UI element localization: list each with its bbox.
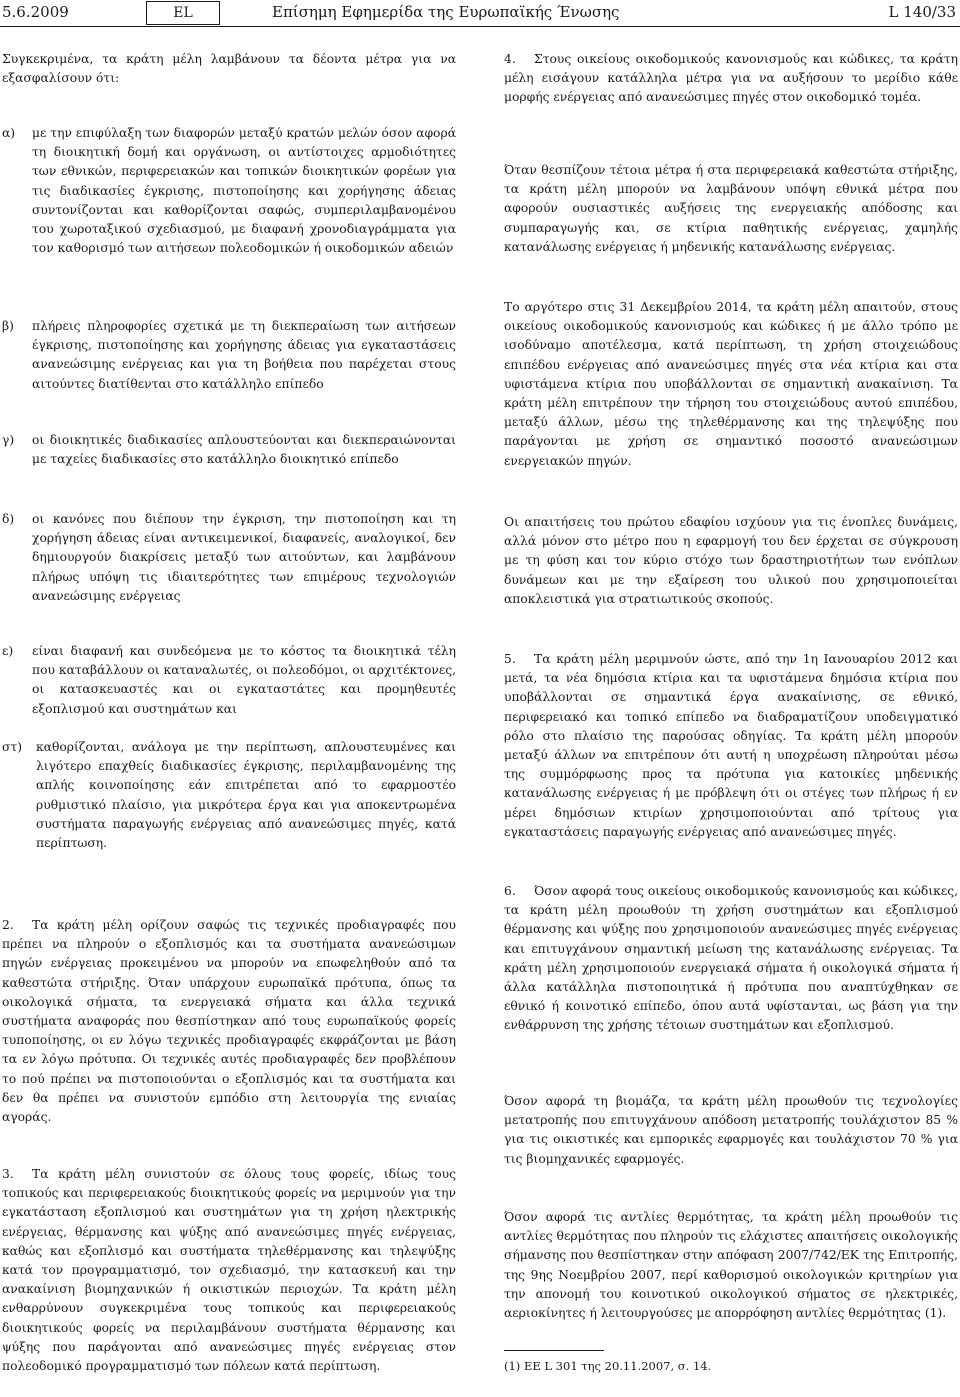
list-marker: στ) [2,740,22,754]
publication-date: 5.6.2009 [2,3,69,21]
list-text: είναι διαφανή και συνδεόμενα με το κόστος τα διοικητικά τέλη που καταβάλλουν οι καταναλωτές, οι πολεοδόμοι, οι αρχιτέκτονες, οι κατασκευαστές και οι εγκαταστάτες και προμηθευτές εξοπλισμού και συστημάτων και [32,644,456,716]
footnote-rule [504,1350,604,1351]
list-marker: β) [2,319,14,333]
list-item-c [2,431,456,469]
paragraph-5 [504,650,958,842]
list-text: με την επιφύλαξη των διαφορών μεταξύ κρατών μελών όσον αφορά τη διοικητική δομή και οργάνωση, οι αντίστοιχες αρμοδιότητες των εθνικών, περιφερειακών και τοπικών διοικητικών φορέων για τις διαδικασίες έγκρισης, πιστοποίησης και χορήγησης άδειας συντονίζονται και καθορίζονται σαφώς, συμπεριλαμβανομένου του χωροταξικού σχεδιασμού, με διαφανή χρονοδιαγράμματα για τον καθορισμό των αιτήσεων πολεοδομικών ή οικοδομικών αδειών [32,126,456,256]
list-marker: ε) [2,644,14,658]
page-header [0,0,960,28]
list-item-b [2,317,456,394]
paragraph-text: Τα κράτη μέλη ορίζουν σαφώς τις τεχνικές προδιαγραφές που πρέπει να πληρούν ο εξοπλισμός και τα συστήματα ανανεώσιμων πηγών ενέργειας προκειμένου να μπορούν να επωφεληθούν από τα καθεστώτα στήριξης. Όταν υπάρχουν ευρωπαϊκά πρότυπα, όπως τα οικολογικά σήματα, τα ενεργειακά σήματα και άλλα τεχνικά συστήματα αναφοράς που θεσπίστηκαν από τους ευρωπαϊκούς φορείς τυποποίησης, οι εν λόγω τεχνικές προδιαγραφές εκφράζονται με βάση τα εν λόγω πρότυπα. Οι τεχνικές αυτές προδιαγραφές δεν προβλέπουν το πού πρέπει να πιστοποιούνται ο εξοπλισμός και τα συστήματα και δεν θα πρέπει να συνιστούν εμπόδιο στη λειτουργία της ενιαίας αγοράς. [2,918,456,1125]
paragraph-6-subpara-2: Όσον αφορά τη βιομάζα, τα κράτη μέλη προωθούν τις τεχνολογίες μετατροπής που επιτυγχάνουν απόδοση μετατροπής τουλάχιστον 85 % για τις οικιστικές και εμπορικές εφαρμογές και τουλάχιστον 70 % για τις βιομηχανικές εφαρμογές. [504,1094,958,1166]
list-marker: δ) [2,512,15,526]
paragraph-6 [504,882,958,1036]
paragraph-2 [2,916,456,1127]
footnote-reference[interactable]: (1) [924,1306,943,1321]
paragraph-text: Στους οικείους οικοδομικούς κανονισμούς και κώδικες, τα κράτη μέλη εισάγουν κατάλληλα μέτρα για να αυξήσουν το μερίδιο κάθε μορφής ενέργειας από ανανεώσιμες πηγές στον οικοδομικό τομέα. [504,52,958,105]
paragraph-text: Τα κράτη μέλη μεριμνούν ώστε, από την 1η Ιανουαρίου 2012 και μετά, τα νέα δημόσια κτίρια και τα υφιστάμενα δημόσια κτίρια που υποβάλλονται σε σημαντικά έργα ανακαίνισης, σε εθνικό, περιφερειακό και τοπικό επίπεδο να διαδραματίζουν υποδειγματικό ρόλο στο πλαίσιο της παρούσας οδηγίας. Τα κράτη μέλη μπορούν μεταξύ άλλων να επιτρέπουν ότι αυτή η υποχρέωση πληρούται μέσω της συμμόρφωσης προς τα πρότυπα για κατοικίες μηδενικής κατανάλωσης ενέργειας ή με πρόβλεψη ότι οι στέγες των πλήρως ή εν μέρει δημόσιων κτιρίων χρησιμοποιούνται από τρίτους για εγκαταστάσεις παραγωγής ενέργειας από ανανεώσιμες πηγές. [504,652,958,839]
paragraph-4-subpara-2: Όταν θεσπίζουν τέτοια μέτρα ή στα περιφερειακά καθεστώτα στήριξης, τα κράτη μέλη μπορούν να λαμβάνουν υπόψη εθνικά μέτρα που αφορούν ουσιαστικές αυξήσεις της ενεργειακής απόδοσης και συμπαραγωγής και, σε κτίρια παθητικής ενέργειας, χαμηλής κατανάλωσης ενέργειας ή μηδενικής κατανάλωσης ενέργειας. [504,163,958,254]
paragraph-number: 5. [504,652,516,666]
paragraph-number: 6. [504,884,516,898]
footnote: (1) ΕΕ L 301 της 20.11.2007, σ. 14. [504,1359,712,1373]
paragraph-4 [504,50,958,108]
paragraph-text: Τα κράτη μέλη συνιστούν σε όλους τους φορείς, ιδίως τους τοπικούς και περιφερειακούς διοικητικούς φορείς να μεριμνούν για την εγκατάσταση εξοπλισμού και συστημάτων για τη χρήση ηλεκτρικής ενέργειας, θέρμανσης και ψύξης από ανανεώσιμες πηγές ενέργειας, καθώς και εξοπλισμό και συστήματα τηλεθέρμανσης και τηλεψύξης κατά τον προγραμματισμό, τον σχεδιασμό, την κατασκευή και την ανακαίνιση βιομηχανικών ή οικιστικών περιοχών. Τα κράτη μέλη ενθαρρύνουν συγκεκριμένα τους τοπικούς και περιφερειακούς διοικητικούς φορείς να περιλαμβάνουν συστήματα θέρμανσης και ψύξης που παράγονται από ανανεώσιμες πηγές ενέργειας στον πολεοδομικό προγραμματισμό των πόλεων κατά περίπτωση. [2,1167,456,1374]
paragraph-text: Όσον αφορά τους οικείους οικοδομικούς κανονισμούς και κώδικες, τα κράτη μέλη προωθούν τη χρήση συστημάτων και εξοπλισμού θέρμανσης και ψύξης που χρησιμοποιούν ανανεώσιμες πηγές ενέργειας και επιτυγχάνουν σημαντική μείωση της κατανάλωσης ενέργειας. Τα κράτη μέλη χρησιμοποιούν ενεργειακά σήματα ή οικολογικά σήματα ή άλλα κατάλληλα πιστοποιητικά ή πρότυπα που αναπτύχθηκαν σε εθνικό ή κοινοτικό επίπεδο, όπου αυτά υφίστανται, ως βάση για την ενθάρρυνση της χρήσης τέτοιων συστημάτων και εξοπλισμού. [504,884,958,1033]
sentence-end: . [942,1306,947,1321]
list-text: πλήρεις πληροφορίες σχετικά με τη διεκπεραίωση των αιτήσεων έγκρισης, πιστοποίησης και χορήγησης άδειας για εγκαταστάσεις ανανεώσιμης ενέργειας και για τη βοήθεια που παρέχεται στους αιτούντες διατίθενται στο κατάλληλο επίπεδο [32,319,456,391]
paragraph-text: Όσον αφορά τις αντλίες θερμότητας, τα κράτη μέλη προωθούν τις αντλίες θερμότητας που πληρούν τις ελάχιστες απαιτήσεις οικολογικής σήμανσης που θεσπίστηκαν στην απόφαση 2007/742/ΕΚ της Επιτροπής, της 9ης Νοεμβρίου 2007, περί καθορισμού οικολογικών κριτηρίων για την απονομή του κοινοτικού οικολογικού σήματος σε ηλεκτρικές, αεριοκίνητες ή λειτουργούσες με απορρόφηση αντλίες θερμότητας [504,1210,958,1321]
list-marker: α) [2,126,16,140]
paragraph-number: 4. [504,52,516,66]
list-item-a [2,124,456,258]
journal-title: Επίσημη Εφημερίδα της Ευρωπαϊκής Ένωσης [272,3,620,21]
list-marker: γ) [2,433,15,447]
intro-paragraph: Συγκεκριμένα, τα κράτη μέλη λαμβάνουν τα δέοντα μέτρα για να εξασφαλίσουν ότι: [2,52,456,86]
paragraph-4-subpara-3: Το αργότερο στις 31 Δεκεμβρίου 2014, τα κράτη μέλη απαιτούν, στους οικείους οικοδομικούς κανονισμούς και κώδικες ή με άλλο τρόπο με ισοδύναμο αποτέλεσμα, κατά περίπτωση, τη χρήση στοιχειώδους επιπέδου ενέργειας από ανανεώσιμες πηγές στα νέα κτίρια και στα υφιστάμενα κτίρια που υποβάλλονται σε σημαντική ανακαίνιση. Τα κράτη μέλη επιτρέπουν την τήρηση του στοιχειώδους αυτού επιπέδου, μεταξύ άλλων, μέσω της τηλεθέρμανσης και της τηλεψύξης που παράγονται με χρήση σε σημαντικό ποσοστό ανανεώσιμων ενεργειακών πηγών. [504,300,958,468]
language-badge: EL [146,1,220,25]
list-item-st [2,738,456,853]
list-text: οι κανόνες που διέπουν την έγκριση, την πιστοποίηση και τη χορήγηση άδειας είναι αντικειμενικοί, διαφανείς, αναλογικοί, δεν δημιουργούν διακρίσεις μεταξύ των αιτούντων, και λαμβάνουν πλήρως υπόψη τις ιδιαιτερότητες των επιμέρους τεχνολογιών ανανεώσιμης ενέργειας [32,512,456,603]
page-reference: L 140/33 [888,3,956,21]
list-text: οι διοικητικές διαδικασίες απλουστεύονται και διεκπεραιώνονται με ταχείες διαδικασίες στο κατάλληλο διοικητικό επίπεδο [32,433,456,467]
paragraph-4-subpara-4: Οι απαιτήσεις του πρώτου εδαφίου ισχύουν για τις ένοπλες δυνάμεις, αλλά μόνον στο μέτρο που η εφαρμογή του δεν έρχεται σε σύγκρουση με τη φύση και τον κύριο στόχο των δραστηριοτήτων των ενόπλων δυνάμεων και με την εξαίρεση του υλικού που χρησιμοποιείται αποκλειστικά για στρατιωτικούς σκοπούς. [504,515,958,606]
paragraph-number: 2. [2,918,14,932]
header-rule [0,26,960,27]
paragraph-number: 3. [2,1167,14,1181]
paragraph-6-subpara-3 [504,1208,958,1323]
list-item-d [2,510,456,606]
list-text: καθορίζονται, ανάλογα με την περίπτωση, απλουστευμένες και λιγότερο επαχθείς διαδικασίες έγκρισης, περιλαμβανομένης της απλής κοινοποίησης εάν επιτρέπεται από το εφαρμοστέο ρυθμιστικό πλαίσιο, για μικρότερα έργα και για αποκεντρωμένα συστήματα παραγωγής ενέργειας από ανανεώσιμες πηγές, κατά περίπτωση. [36,740,456,851]
paragraph-3 [2,1165,456,1376]
list-item-e [2,642,456,719]
